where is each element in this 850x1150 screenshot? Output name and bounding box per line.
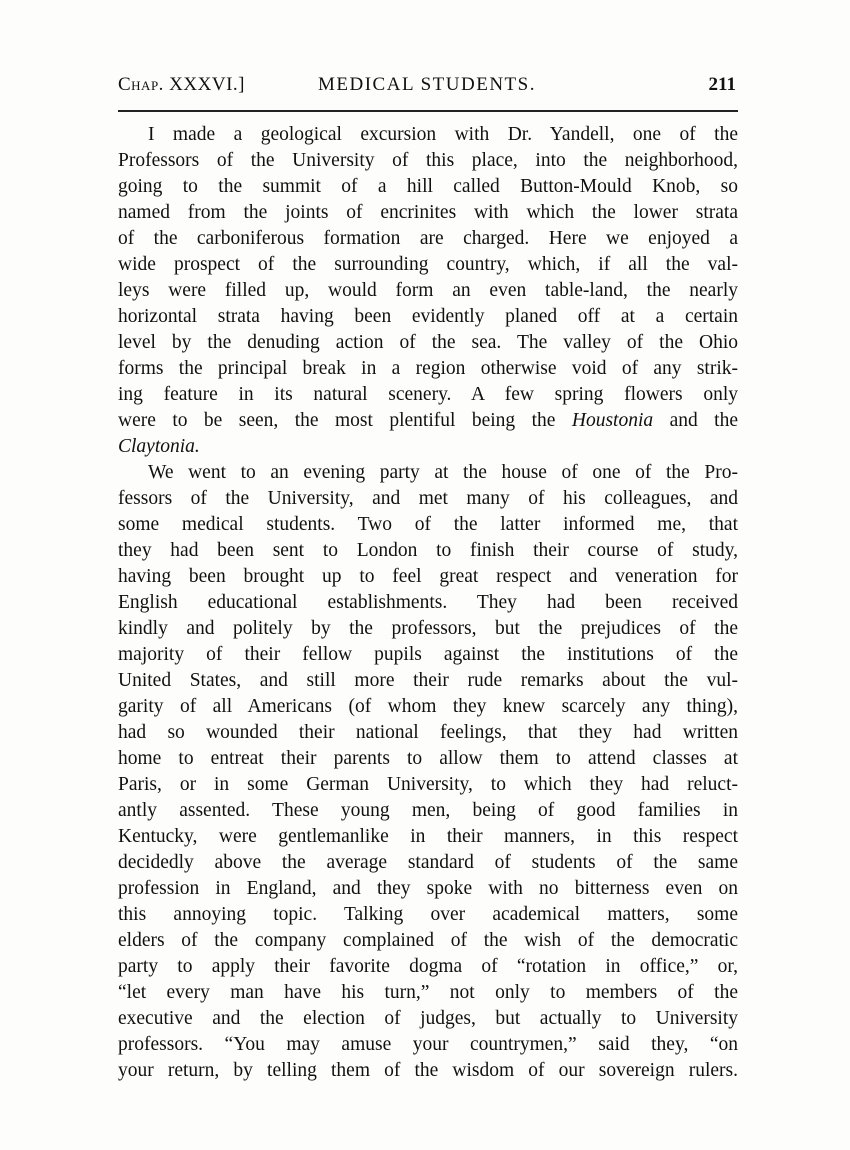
italic-plant-name: Claytonia. (118, 436, 200, 457)
text-line: majority of their fellow pupils against the institutions of the (118, 644, 738, 665)
text-line: I made a geological excursion with Dr. Yandell, one of the (148, 124, 738, 145)
text-line: We went to an evening party at the house of one of the Pro- (148, 462, 738, 483)
text-line: executive and the election of judges, but actually to University (118, 1008, 738, 1029)
text-line: this annoying topic. Talking over academical matters, some (118, 904, 738, 925)
text-line-with-italics (118, 408, 738, 434)
text-line: antly assented. These young men, being of good families in (118, 800, 738, 821)
text-line: had so wounded their national feelings, that they had written (118, 722, 738, 743)
text-line: English educational establishments. They had been received (118, 592, 738, 613)
text-line: named from the joints of encrinites with which the lower strata (118, 202, 738, 223)
text-line: kindly and politely by the professors, but the prejudices of the (118, 618, 738, 639)
text-line: fessors of the University, and met many of his colleagues, and (118, 488, 738, 509)
text-line: level by the denuding action of the sea. The valley of the Ohio (118, 332, 738, 353)
text-line: garity of all Americans (of whom they knew scarcely any thing), (118, 696, 738, 717)
text-line: horizontal strata having been evidently planed off at a certain (118, 306, 738, 327)
text-line: of the carboniferous formation are charged. Here we enjoyed a (118, 228, 738, 249)
text-line: “let every man have his turn,” not only to members of the (118, 982, 738, 1003)
text-line: decidedly above the average standard of students of the same (118, 852, 738, 873)
italic-plant-name: Houstonia (571, 410, 654, 431)
text-line: Kentucky, were gentlemanlike in their manners, in this respect (118, 826, 738, 847)
text-line: leys were filled up, would form an even table-land, the nearly (118, 280, 738, 301)
text-line: they had been sent to London to finish their course of study, (118, 540, 738, 561)
text-line: home to entreat their parents to allow them to attend classes at (118, 748, 738, 769)
text-line: forms the principal break in a region otherwise void of any strik- (118, 358, 738, 379)
running-head (118, 72, 736, 102)
running-title: MEDICAL STUDENTS. (318, 74, 536, 95)
text-line: ing feature in its natural scenery. A few spring flowers only (118, 384, 738, 405)
text-line: going to the summit of a hill called Button-Mould Knob, so (118, 176, 738, 197)
text-line: profession in England, and they spoke with no bitterness even on (118, 878, 738, 899)
text-line: United States, and still more their rude remarks about the vul- (118, 670, 738, 691)
chapter-reference: Chap. XXXVI.] (118, 74, 245, 95)
text-line: wide prospect of the surrounding country, which, if all the val- (118, 254, 738, 275)
text-line (118, 434, 738, 460)
body-text (118, 122, 738, 1084)
text-line: professors. “You may amuse your countrymen,” said they, “on (118, 1034, 738, 1055)
text-line: some medical students. Two of the latter informed me, that (118, 514, 738, 535)
text-line: Professors of the University of this place, into the neighborhood, (118, 150, 738, 171)
text-line: Paris, or in some German University, to which they had reluct- (118, 774, 738, 795)
text-line: having been brought up to feel great respect and veneration for (118, 566, 738, 587)
page-number: 211 (708, 74, 736, 95)
text-line: elders of the company complained of the wish of the democratic (118, 930, 738, 951)
header-rule (118, 110, 738, 112)
text-line: your return, by telling them of the wisdom of our sovereign rulers. (118, 1060, 738, 1081)
text-segment: were to be seen, the most plentiful being the (118, 410, 556, 431)
text-segment: and the (669, 410, 738, 431)
text-line: party to apply their favorite dogma of “rotation in office,” or, (118, 956, 738, 977)
